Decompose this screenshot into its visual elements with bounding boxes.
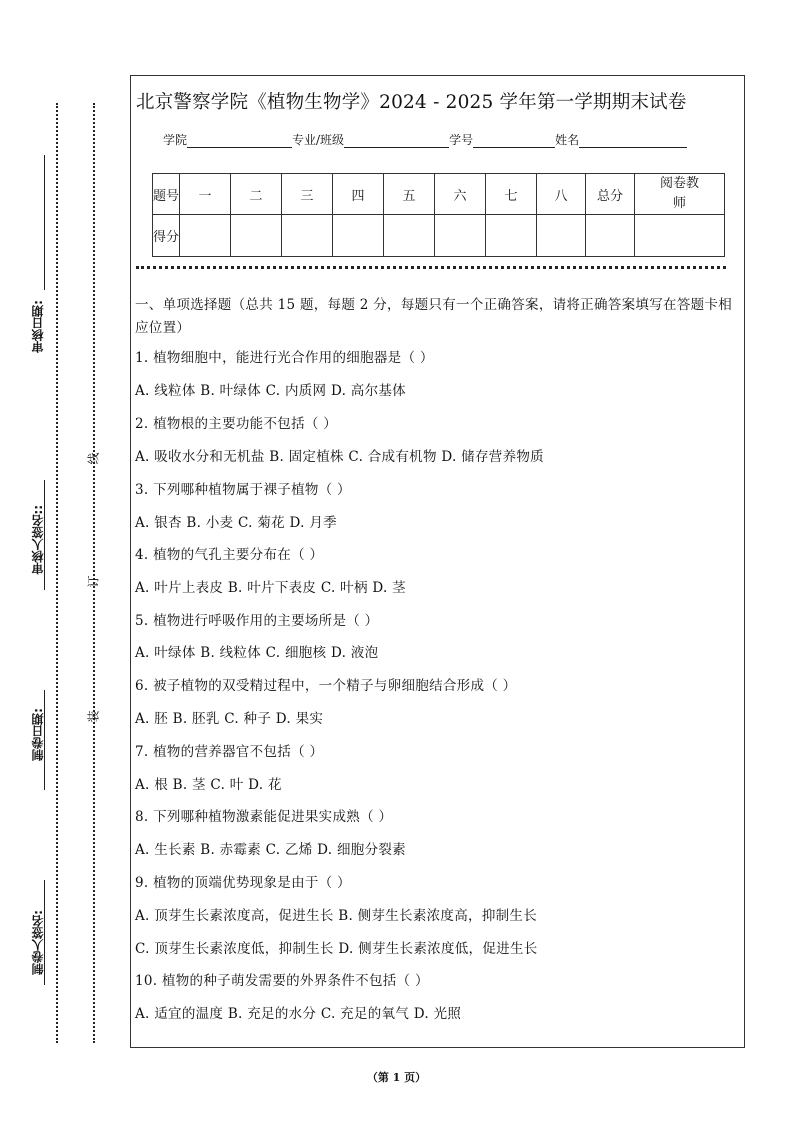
score-col-label: 题号 (153, 174, 180, 215)
score-col-2: 二 (231, 174, 282, 215)
question-stem: 8. 下列哪种植物激素能促进果实成熟（ ） (135, 809, 393, 825)
review-date-label: 审核日期: (31, 300, 45, 353)
question-stem: 5. 植物进行呼吸作用的主要场所是（ ） (135, 613, 379, 629)
question-stem: 10. 植物的种子萌发需要的外界条件不包括（ ） (135, 973, 429, 989)
binding-char-zhuang: 装 (86, 710, 101, 723)
score-table-header-row (153, 174, 725, 215)
page-number: （第 1 页） (366, 1071, 427, 1084)
author-date-label: 制卷日期: (31, 708, 45, 761)
score-col-total: 总分 (586, 174, 635, 215)
question-options: A. 生长素 B. 赤霉素 C. 乙烯 D. 细胞分裂素 (135, 842, 406, 858)
section-heading: 一、单项选择题（总共 15 题，每题 2 分，每题只有一个正确答案，请将正确答案填写在答题卡相应位置） (135, 297, 733, 336)
question-stem: 2. 植物根的主要功能不包括（ ） (135, 416, 338, 432)
exam-title: 北京警察学院《植物生物学》2024 - 2025 学年第一学期期末试卷 (136, 92, 687, 113)
score-cell[interactable] (333, 215, 384, 257)
score-col-4: 四 (333, 174, 384, 215)
score-col-7: 七 (486, 174, 537, 215)
question-options: A. 银杏 B. 小麦 C. 菊花 D. 月季 (135, 515, 337, 531)
question-options: A. 叶绿体 B. 线粒体 C. 细胞核 D. 液泡 (135, 645, 379, 661)
score-cell[interactable] (635, 215, 725, 257)
student-id-label: 学号 (449, 133, 474, 147)
score-col-grader: 阅卷教师 (635, 174, 725, 215)
score-cell[interactable] (282, 215, 333, 257)
score-cell[interactable] (537, 215, 586, 257)
question-options: A. 适宜的温度 B. 充足的水分 C. 充足的氧气 D. 光照 (135, 1006, 462, 1022)
name-label: 姓名 (555, 133, 580, 147)
question-options: A. 顶芽生长素浓度高，促进生长 B. 侧芽生长素浓度高，抑制生长 (135, 908, 538, 924)
college-label: 学院 (163, 133, 188, 147)
score-col-5: 五 (384, 174, 435, 215)
author-signature-label: 制卷人签名: (31, 910, 45, 975)
question-options: A. 叶片上表皮 B. 叶片下表皮 C. 叶柄 D. 茎 (135, 580, 406, 596)
major-label: 专业/班级 (292, 133, 345, 147)
question-stem: 7. 植物的营养器官不包括（ ） (135, 744, 324, 760)
question-options: A. 线粒体 B. 叶绿体 C. 内质网 D. 高尔基体 (135, 383, 406, 399)
score-cell[interactable] (384, 215, 435, 257)
name-field[interactable] (579, 134, 687, 148)
score-col-8: 八 (537, 174, 586, 215)
question-options: A. 根 B. 茎 C. 叶 D. 花 (135, 777, 282, 793)
question-stem: 3. 下列哪种植物属于裸子植物（ ） (135, 482, 351, 498)
score-row-label: 得分 (153, 215, 180, 257)
question-stem: 1. 植物细胞中，能进行光合作用的细胞器是（ ） (135, 350, 434, 366)
binding-char-xian: 线 (86, 452, 101, 465)
student-info-row (163, 131, 687, 148)
question-options: A. 胚 B. 胚乳 C. 种子 D. 果实 (135, 711, 324, 727)
college-field[interactable] (187, 134, 292, 148)
question-options: C. 顶芽生长素浓度低，抑制生长 D. 侧芽生长素浓度低，促进生长 (135, 941, 538, 957)
binding-char-ding: 订 (86, 575, 101, 588)
binding-dotted-line-inner (93, 103, 95, 1043)
score-cell[interactable] (231, 215, 282, 257)
score-col-6: 六 (435, 174, 486, 215)
reviewer-signature-label: 审核人签名:: (31, 505, 45, 575)
score-cell[interactable] (435, 215, 486, 257)
dotted-separator (136, 266, 726, 269)
question-stem: 4. 植物的气孔主要分布在（ ） (135, 547, 324, 563)
score-col-1: 一 (180, 174, 231, 215)
major-field[interactable] (344, 134, 449, 148)
question-stem: 6. 被子植物的双受精过程中，一个精子与卵细胞结合形成（ ） (135, 678, 517, 694)
student-id-field[interactable] (473, 134, 555, 148)
binding-dotted-line-outer (56, 103, 58, 1043)
signature-line-review-date (44, 155, 45, 290)
question-options: A. 吸收水分和无机盐 B. 固定植株 C. 合成有机物 D. 储存营养物质 (135, 449, 544, 465)
score-cell[interactable] (586, 215, 635, 257)
score-col-3: 三 (282, 174, 333, 215)
score-table-score-row (153, 215, 725, 257)
question-stem: 9. 植物的顶端优势现象是由于（ ） (135, 875, 351, 891)
score-cell[interactable] (180, 215, 231, 257)
score-table (152, 173, 725, 257)
score-cell[interactable] (486, 215, 537, 257)
